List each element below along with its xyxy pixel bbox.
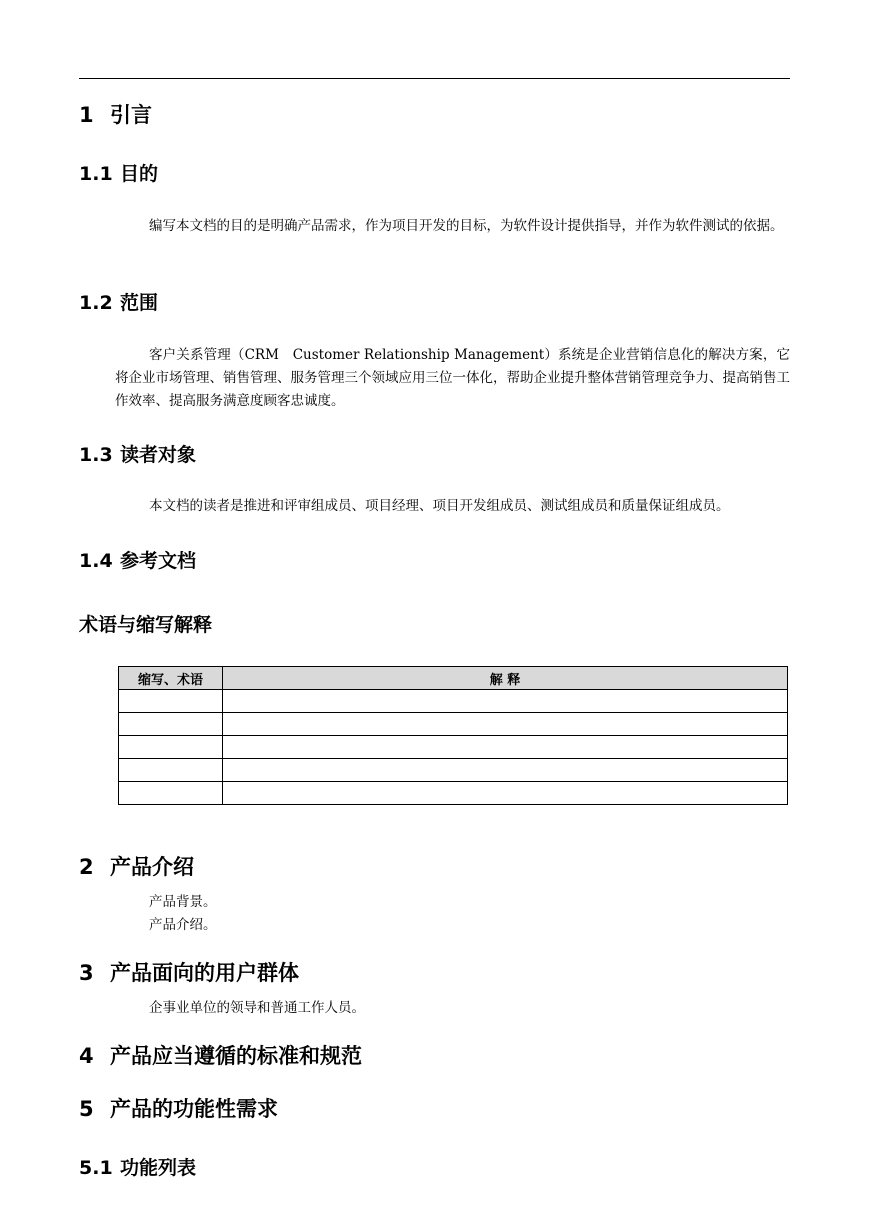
table-row: [119, 713, 788, 736]
heading-1-2-scope: 1.2 范围: [79, 292, 159, 314]
purpose-paragraph: 编写本文档的目的是明确产品需求，作为项目开发的目标，为软件设计提供指导，并作为软件测试的依据。: [149, 218, 784, 234]
table-cell: [119, 759, 223, 782]
audience-paragraph: 本文档的读者是推进和评审组成员、项目经理、项目开发组成员、测试组成员和质量保证组成员。: [149, 498, 730, 514]
header-explanation: 解 释: [223, 667, 788, 690]
heading-1-3-audience: 1.3 读者对象: [79, 444, 197, 466]
heading-glossary: 术语与缩写解释: [79, 614, 213, 636]
table-row: [119, 782, 788, 805]
table-cell: [223, 736, 788, 759]
table-row: [119, 690, 788, 713]
heading-5-1-function-list: 5.1 功能列表: [79, 1157, 197, 1179]
table-cell: [223, 690, 788, 713]
scope-paragraph: 客户关系管理（CRM Customer Relationship Management）系统是企业营销信息化的解决方案，它将企业市场管理、销售管理、服务管理三个领域应用三位一体化，帮助企业提升整体营销管理竞争力、提高销售工作效率、提高服务满意度顾客忠诚度。: [115, 347, 790, 409]
table-cell: [119, 782, 223, 805]
heading-1-4-references: 1.4 参考文档: [79, 550, 197, 572]
table-cell: [223, 782, 788, 805]
user-groups-line: 企事业单位的领导和普通工作人员。: [149, 1000, 365, 1016]
header-rule: [79, 78, 790, 79]
heading-2-product-intro: 2 产品介绍: [79, 855, 194, 879]
heading-5-functional-reqs: 5 产品的功能性需求: [79, 1097, 278, 1121]
table-cell: [119, 690, 223, 713]
heading-4-standards: 4 产品应当遵循的标准和规范: [79, 1044, 362, 1068]
heading-1-1-purpose: 1.1 目的: [79, 163, 159, 185]
header-abbreviation: 缩写、术语: [119, 667, 223, 690]
product-intro-line: 产品介绍。: [149, 917, 217, 933]
heading-1-intro: 1 引言: [79, 103, 152, 127]
table-cell: [119, 736, 223, 759]
table-header-row: [119, 667, 788, 690]
heading-3-user-groups: 3 产品面向的用户群体: [79, 961, 299, 985]
table-cell: [223, 759, 788, 782]
table-row: [119, 736, 788, 759]
glossary-table: [118, 666, 788, 805]
table-row: [119, 759, 788, 782]
product-background-line: 产品背景。: [149, 894, 217, 910]
table-cell: [223, 713, 788, 736]
table-cell: [119, 713, 223, 736]
